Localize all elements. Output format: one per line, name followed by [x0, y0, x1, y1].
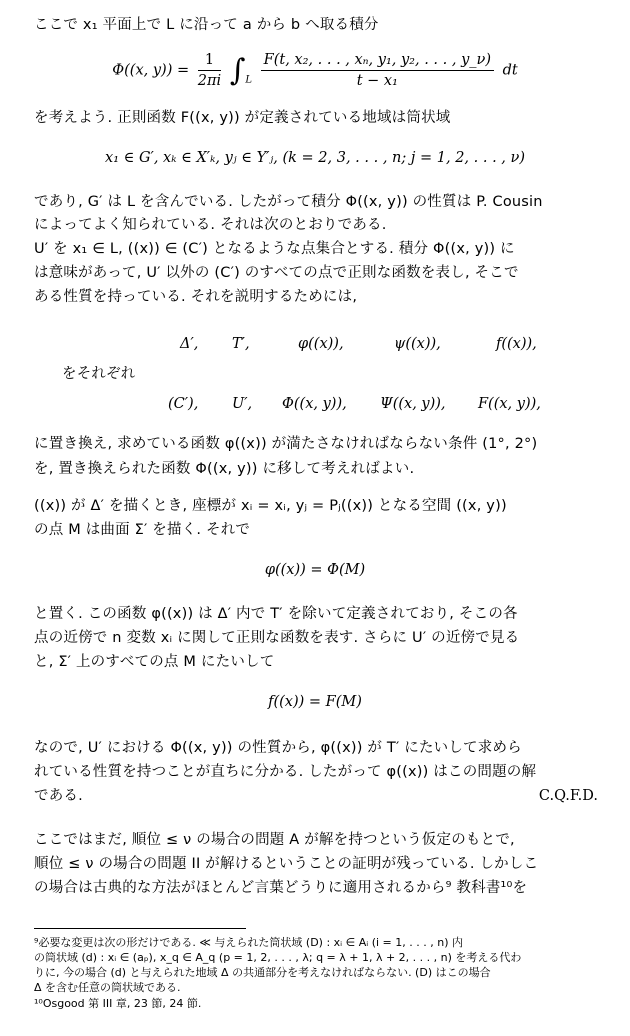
equation-phi-m: φ((x)) = Φ(M) — [264, 562, 366, 578]
text-line: をそれぞれ — [62, 366, 136, 382]
text-line: なので, U′ における Φ((x, y)) の性質から, φ((x)) が T′ にたいして求めら — [34, 740, 522, 756]
table-cell: f((x)), — [496, 336, 537, 352]
equation-lhs: Φ((x, y)) = — [112, 62, 190, 79]
table-cell: (C′), — [168, 396, 199, 412]
text-line: の点 M は曲面 Σ′ を描く. それで — [34, 522, 251, 538]
text-line: 点の近傍で n 変数 xᵢ に関して正則な函数を表す. さらに U′ の近傍で見る — [34, 630, 520, 646]
table-cell: Ψ((x, y)), — [380, 396, 446, 412]
table-cell: φ((x)), — [298, 336, 344, 352]
footnote-line: ⁹必要な変更は次の形だけである. ≪ 与えられた筒状域 (D) : xᵢ ∈ Aᵢ (i = 1, . . . , n) 内 — [34, 936, 463, 949]
table-cell: F((x, y)), — [478, 396, 541, 412]
text-line: であり, G′ は L を含んでいる. したがって積分 Φ((x, y)) の性質は P. Cousin — [34, 194, 543, 210]
table-cell: T′, — [232, 336, 250, 352]
text-line: を考えよう. 正則函数 F((x, y)) が定義されている地域は筒状域 — [34, 110, 451, 126]
text-line: ここで x₁ 平面上で L に沿って a から b へ取る積分 — [34, 17, 379, 33]
footnote-rule — [34, 928, 246, 929]
footnote-line: Δ を含む任意の筒状域である. — [34, 981, 181, 994]
fraction-denominator: 2πi — [197, 73, 222, 89]
text-line: と, Σ′ 上のすべての点 M にたいして — [34, 654, 275, 670]
qed-mark: C.Q.F.D. — [538, 788, 598, 804]
integral-sign: ∫ — [229, 53, 246, 88]
table-cell: U′, — [232, 396, 253, 412]
equation-phi-integral — [0, 52, 630, 89]
text-line: U′ を x₁ ∈ L, ((x)) ∈ (C′) となるような点集合とする. 積分 Φ((x, y)) に — [34, 241, 515, 257]
text-line: ((x)) が Δ′ を描くとき, 座標が xᵢ = xᵢ, yⱼ = Pⱼ((x)) となる空間 ((x, y)) — [34, 498, 507, 514]
footnote-line: りに, 今の場合 (d) と与えられた地域 Δ の共通部分を考えなければならない. (D) はこの場合 — [34, 966, 491, 979]
text-line: ここではまだ, 順位 ≤ ν の場合の問題 A が解を持つという仮定のもとで, — [34, 832, 515, 848]
differential: dt — [502, 62, 518, 79]
table-cell: ψ((x)), — [394, 336, 441, 352]
text-line: である. — [34, 788, 83, 804]
text-line: は意味があって, U′ 以外の (C′) のすべての点で正則な函数を表し, そこで — [34, 265, 519, 281]
table-cell: Φ((x, y)), — [282, 396, 347, 412]
fraction-denominator: t − x₁ — [356, 73, 398, 89]
text-line: の場合は古典的な方法がほとんど言葉どうりに適用されるから⁹ 教科書¹⁰を — [34, 880, 528, 896]
text-line: 順位 ≤ ν の場合の問題 II が解けるということの証明が残っている. しかしこ — [34, 856, 539, 872]
text-line: を, 置き換えられた函数 Φ((x, y)) に移して考えればよい. — [34, 461, 415, 477]
text-line: と置く. この函数 φ((x)) は Δ′ 内で T′ を除いて定義されており, そこの各 — [34, 606, 518, 622]
text-line: によってよく知られている. それは次のとおりである. — [34, 217, 387, 233]
integral-subscript: L — [245, 74, 253, 86]
footnote-line: ¹⁰Osgood 第 III 章, 23 節, 24 節. — [34, 997, 202, 1010]
text-line: に置き換え, 求めている函数 φ((x)) が満たさなければならない条件 (1°, 2°) — [34, 436, 538, 452]
equation-domain: x₁ ∈ G′, xₖ ∈ X′ₖ, yⱼ ∈ Y′ⱼ, (k = 2, 3, . . . , n; j = 1, 2, . . . , ν) — [105, 150, 525, 166]
integrand-fraction — [261, 52, 494, 89]
table-cell: Δ′, — [180, 336, 199, 352]
footnote-line: の筒状域 (d) : xᵢ ∈ (aₚ), x_q ∈ A_q (p = 1, 2, . . . , λ; q = λ + 1, λ + 2, . . . , n) を考える代わ — [34, 951, 522, 964]
coefficient-fraction — [198, 52, 221, 89]
text-line: ある性質を持っている. それを説明するためには, — [34, 289, 358, 305]
text-line: れている性質を持つことが直ちに分かる. したがって φ((x)) はこの問題の解 — [34, 764, 537, 780]
fraction-numerator: F(t, x₂, . . . , xₙ, y₁, y₂, . . . , y_ν) — [261, 52, 494, 71]
fraction-numerator: 1 — [198, 52, 221, 71]
equation-f-m: f((x)) = F(M) — [268, 694, 362, 710]
